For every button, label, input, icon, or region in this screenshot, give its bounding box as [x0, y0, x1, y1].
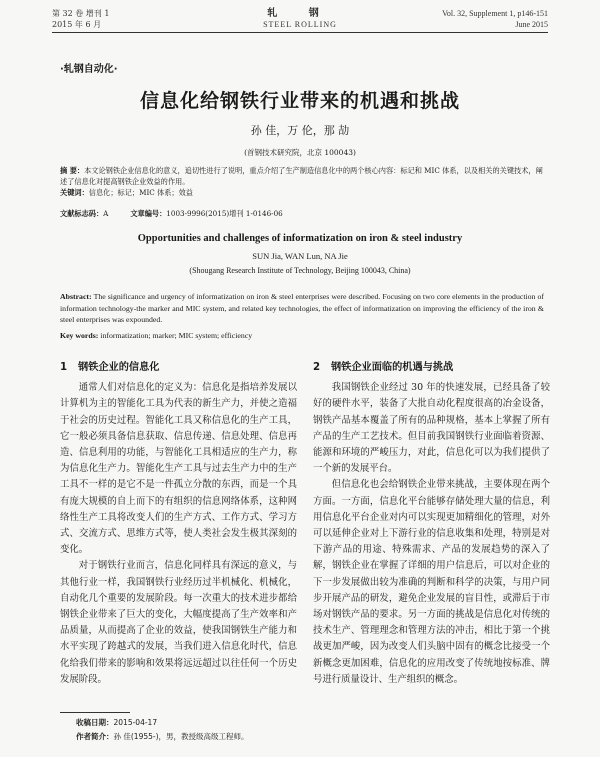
keywords-cn-text: 信息化；标记；MIC 体系；效益: [88, 188, 193, 197]
volume-line: 第 32 卷 增刊 1: [52, 9, 110, 18]
article-number-value: 1003-9996(2015)增刊 1-0146-06: [166, 209, 283, 218]
abstract-en: [60, 291, 544, 326]
classification-row: [60, 209, 283, 219]
section-2-paragraph-2: 但信息化也会给钢铁企业带来挑战，主要体现在两个方面。一方面，信息化平台能够存储处理大量的信息，利用信息化平台企业对内可以实现更加精细化的管理，对外可以延伸企业对上下游行业的信息收集和处理，特别是对下游产品的用途、特殊需求、产品的发展趋势的深入了解，钢铁企业在掌握了详细的用户信息后，可以对企业的下一步发展做出较为准确的判断和科学的决策，与用户同步开展产品的研发，避免企业发展的盲目性，或滞后于市场对钢铁产品的要求。另一方面的挑战是信息化对传统的技术生产、管理理念和管理方法的冲击，相比于第一个挑战更加严峻，因为改变人们头脑中固有的概念比接受一个新概念更加困难，信息化的应用改变了传统地按标准、牌号进行质量设计、生产组织的概念。: [313, 479, 550, 685]
section-1-title: 钢铁企业的信息化: [78, 362, 160, 373]
section-1-paragraph-1: 通常人们对信息化的定义为：信息化是指培养发展以计算机为主的智能化工具为代表的新生产力，并使之造福于社会的历史过程。智能化工具又称信息化的生产工具，它一般必须具备信息获取、信息传递、信息处理、信息再造、信息利用的功能，与智能化工具相适应的生产力，称为信息化生产力。智能化生产工具与过去生产力中的生产工具不一样的是它不是一件孤立分散的东西，而是一个具有庞大规模的自上而下的有组织的信息网络体系，这种网络性生产工具将改变人们的生产方式、工作方式、学习方式、交流方式、思维方式等，使人类社会发生极其深刻的变化。: [60, 382, 297, 556]
keywords-en-text: informatization; marker; MIC system; efficiency: [100, 331, 253, 340]
section-tag: ·轧钢自动化·: [60, 64, 118, 75]
affiliation-en: (Shougang Research Institute of Technology, Beijing 100043, China): [189, 266, 411, 275]
issue-date-line: June 2015: [515, 20, 548, 29]
classification-label: 文献标志码：: [60, 209, 104, 218]
article-number-label: 文章编号：: [130, 209, 167, 218]
keywords-cn-label: 关键词：: [60, 188, 89, 197]
section-2-heading: [313, 360, 550, 376]
header-divider: [52, 32, 548, 33]
column-right: [313, 360, 550, 688]
abstract-cn-text: 本文论钢铁企业信息化的意义，追切性进行了说明，重点介绍了生产制造信息化中的两个核心内容：标记和 MIC 体系，以及相关的关键技术，阐述了信息化对提高钢铁企业效益的作用。: [60, 166, 543, 186]
section-2-number: 2: [313, 362, 321, 373]
section-1-heading: [60, 360, 297, 376]
author-bio-text: 孙 佳(1955-)，男，教授级高级工程师。: [113, 732, 249, 741]
abstract-cn-label: 摘 要：: [60, 166, 85, 175]
received-label: 收稿日期：: [76, 718, 114, 727]
footnote-author-bio: [76, 731, 249, 742]
classification-value: A: [103, 209, 109, 218]
abstract-cn: [60, 165, 544, 198]
paper-title-cn: 信息化给钢铁行业带来的机遇和挑战: [139, 90, 460, 112]
date-line: 2015 年 6 月: [52, 20, 102, 29]
journal-name-en: STEEL ROLLING: [263, 20, 337, 29]
section-1-number: 1: [60, 362, 68, 373]
abstract-en-label: Abstract:: [60, 292, 92, 301]
section-2-title: 钢铁企业面临的机遇与挑战: [331, 362, 454, 373]
running-header: [52, 8, 548, 42]
footnote-divider: [60, 712, 130, 713]
affiliation-cn: (首钢技术研究院，北京 100043): [244, 148, 356, 157]
authors-en: SUN Jia, WAN Lun, NA Jie: [252, 251, 348, 261]
journal-name-cn: 轧 钢: [267, 8, 333, 19]
author-bio-label: 作者简介：: [76, 732, 114, 741]
keywords-en: [60, 331, 544, 340]
paper-title-en: Opportunities and challenges of informatization on iron & steel industry: [137, 233, 463, 244]
footnote-received: [76, 717, 157, 728]
authors-cn: 孙 佳，万 伦，那 劼: [250, 124, 350, 137]
keywords-en-label: Key words:: [60, 331, 99, 340]
journal-citation-info: [442, 8, 548, 30]
section-2-paragraph-1: 我国钢铁企业经过 30 年的快速发展，已经具备了较好的硬件水平，装备了大批自动化程度很高的冶金设备，钢铁产品基本覆盖了所有的品种规格，基本上掌握了所有产品的生产工艺技术。但目前我国钢铁行业面临着资源、能源和环境的严峻压力，对此，信息化可以为我们提供了一个新的发展平台。: [313, 382, 550, 475]
received-date: 2015-04-17: [113, 718, 158, 727]
citation-line: Vol. 32, Supplement 1, p146-151: [442, 9, 548, 18]
section-1-paragraph-2: 对于钢铁行业而言，信息化同样具有深远的意义，与其他行业一样，我国钢铁行业经历过半机械化、机械化，自动化几个重要的发展阶段。每一次重大的技术进步都给钢铁企业带来了巨大的变化，大幅度提高了生产效率和产品质量，从而提高了企业的效益，使我国钢铁生产能力和水平实现了跨越式的发展，当我们进入信息化时代，信息化给我们带来的影响和效果将远远超过以往任何一个历史发展阶段。: [60, 560, 297, 685]
abstract-en-text: The significance and urgency of informatization on iron & steel enterprises were described. Focusing on two core elements in the production of information technology-the marker and MIC system, and related key technologies, the effect of informatization on improving the efficiency of the iron & steel enterprises was expounded.: [60, 292, 545, 324]
column-left: [60, 360, 297, 688]
